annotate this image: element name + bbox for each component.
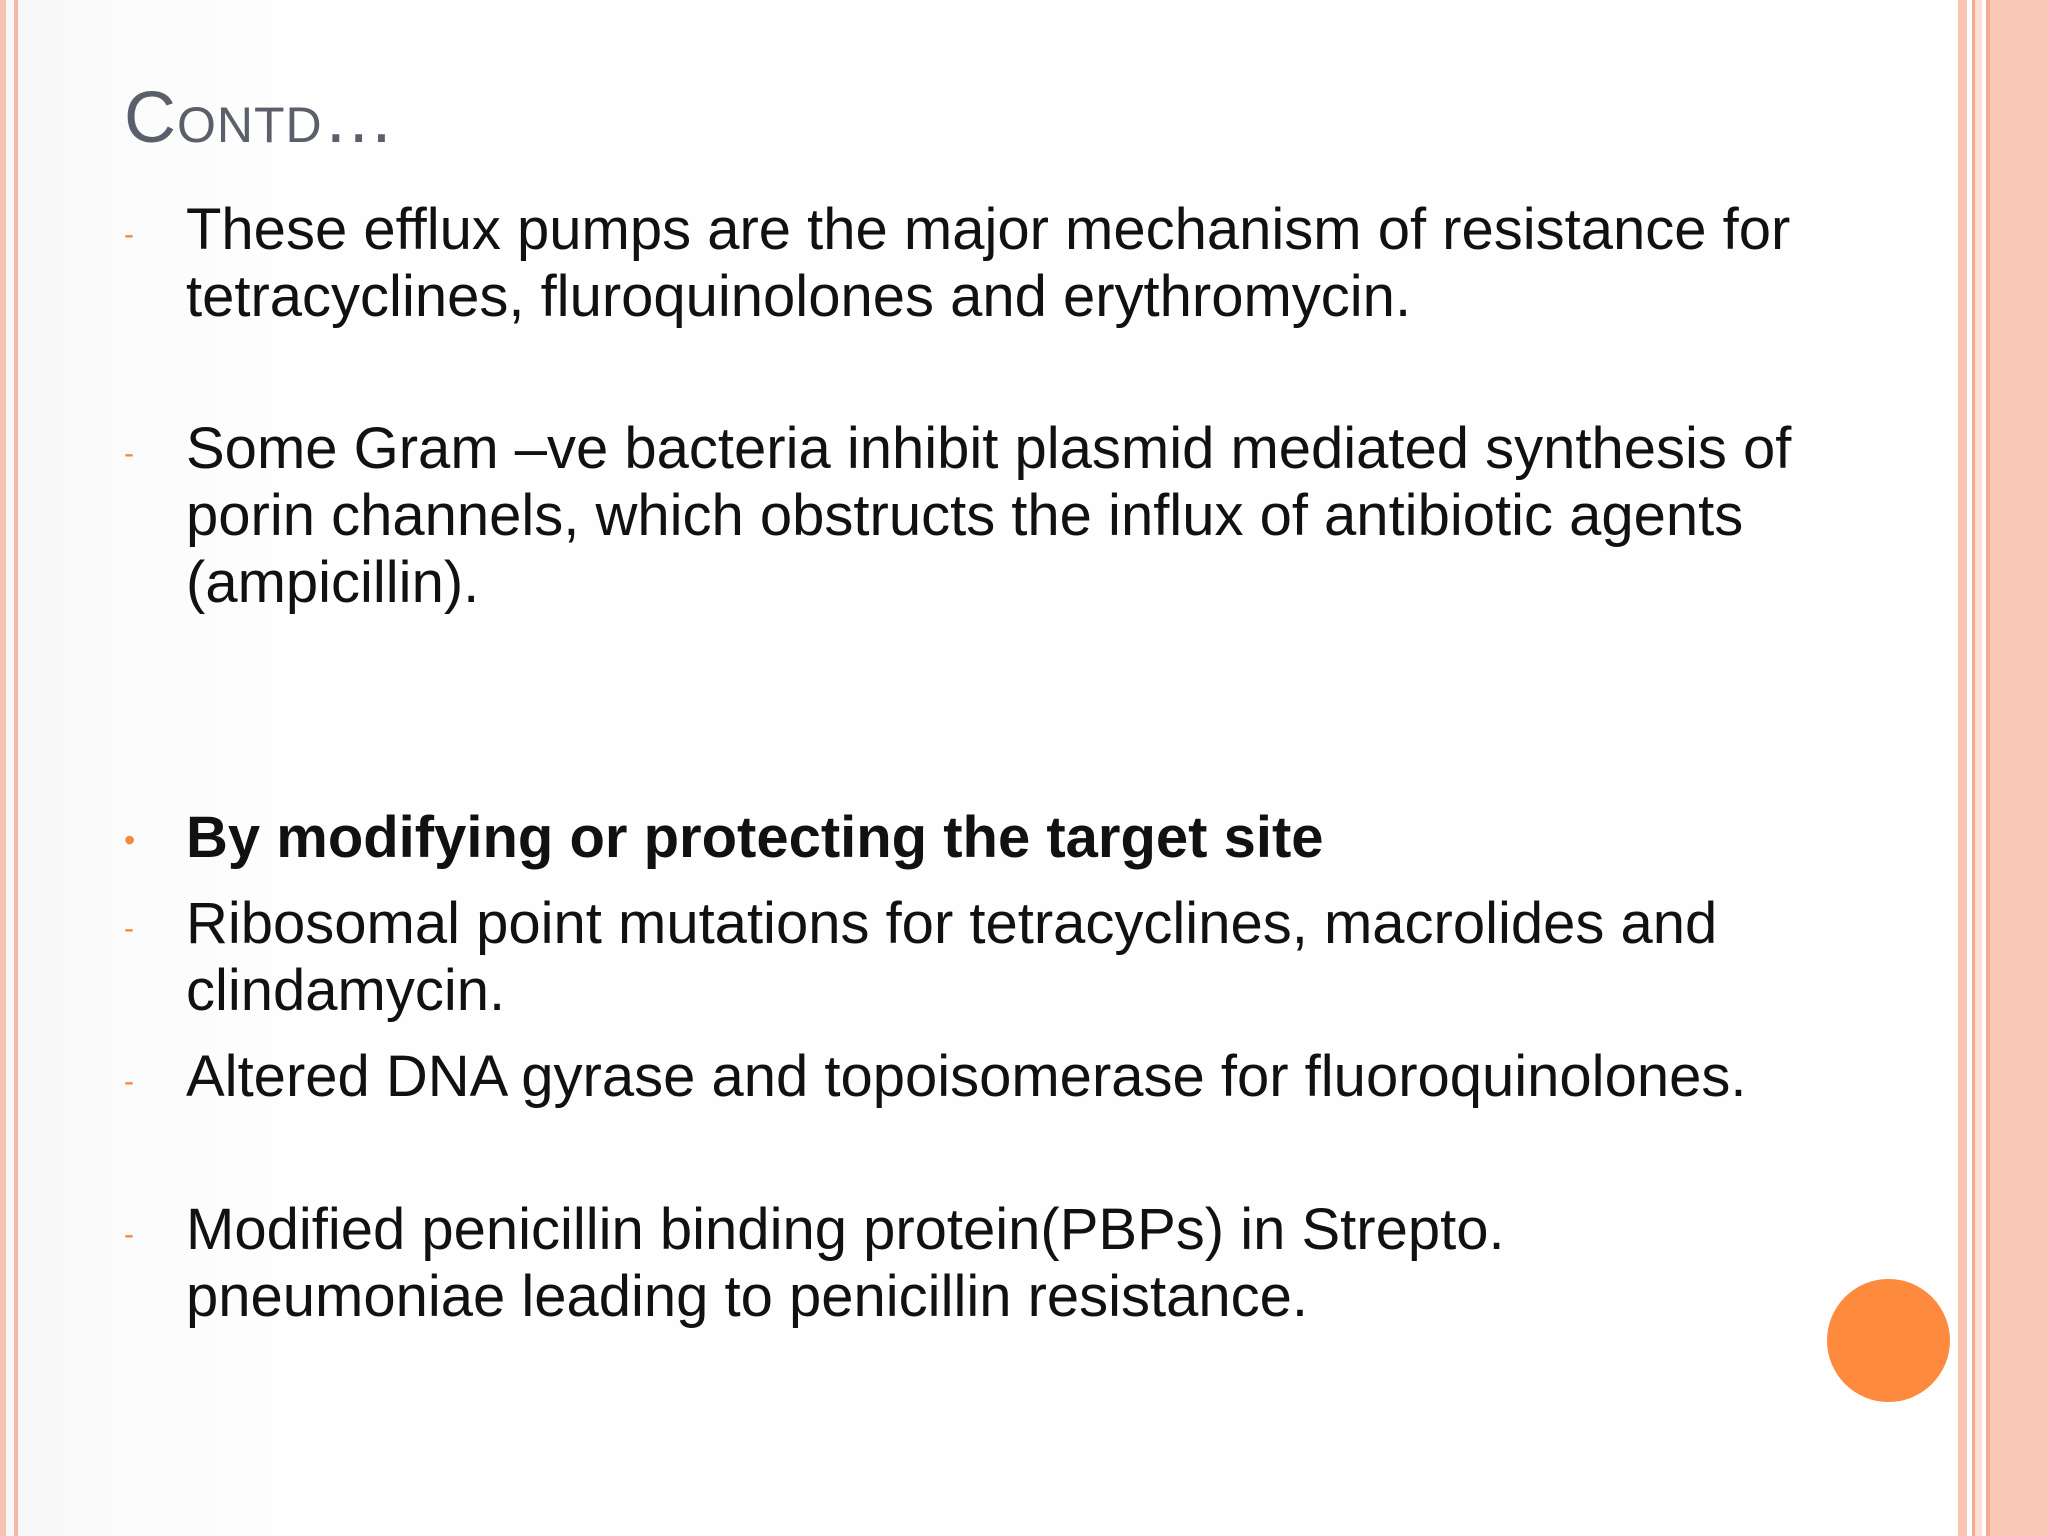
bullet-text: These efflux pumps are the major mechanism of resistance for tetracyclines, fluroquinolones and erythromycin. [186, 197, 1791, 329]
dash-marker: - [124, 218, 134, 251]
dash-marker: - [124, 912, 134, 945]
right-border-stripe [1975, 0, 1982, 1536]
bullet-text: Altered DNA gyrase and topoisomerase for fluoroquinolones. [186, 1044, 1747, 1109]
dash-marker: - [124, 1065, 134, 1098]
slide-title: Contd… [124, 78, 396, 158]
decorative-circle [1827, 1279, 1950, 1402]
right-border-stripe [1958, 0, 1967, 1536]
right-border-band [1990, 0, 2048, 1536]
bullet-text: Ribosomal point mutations for tetracyclines, macrolides and clindamycin. [186, 891, 1718, 1023]
bullet-text: Modified penicillin binding protein(PBPs) in Strepto. pneumoniae leading to penicillin resistance. [186, 1197, 1505, 1329]
dash-marker: - [124, 437, 134, 470]
bullet-dot-marker: • [124, 822, 136, 858]
bullet-text: Some Gram –ve bacteria inhibit plasmid mediated synthesis of porin channels, which obstructs the influx of antibiotic agents (ampicillin). [186, 416, 1792, 615]
bullet-heading-text: By modifying or protecting the target site [186, 805, 1324, 870]
dash-marker: - [124, 1218, 134, 1251]
